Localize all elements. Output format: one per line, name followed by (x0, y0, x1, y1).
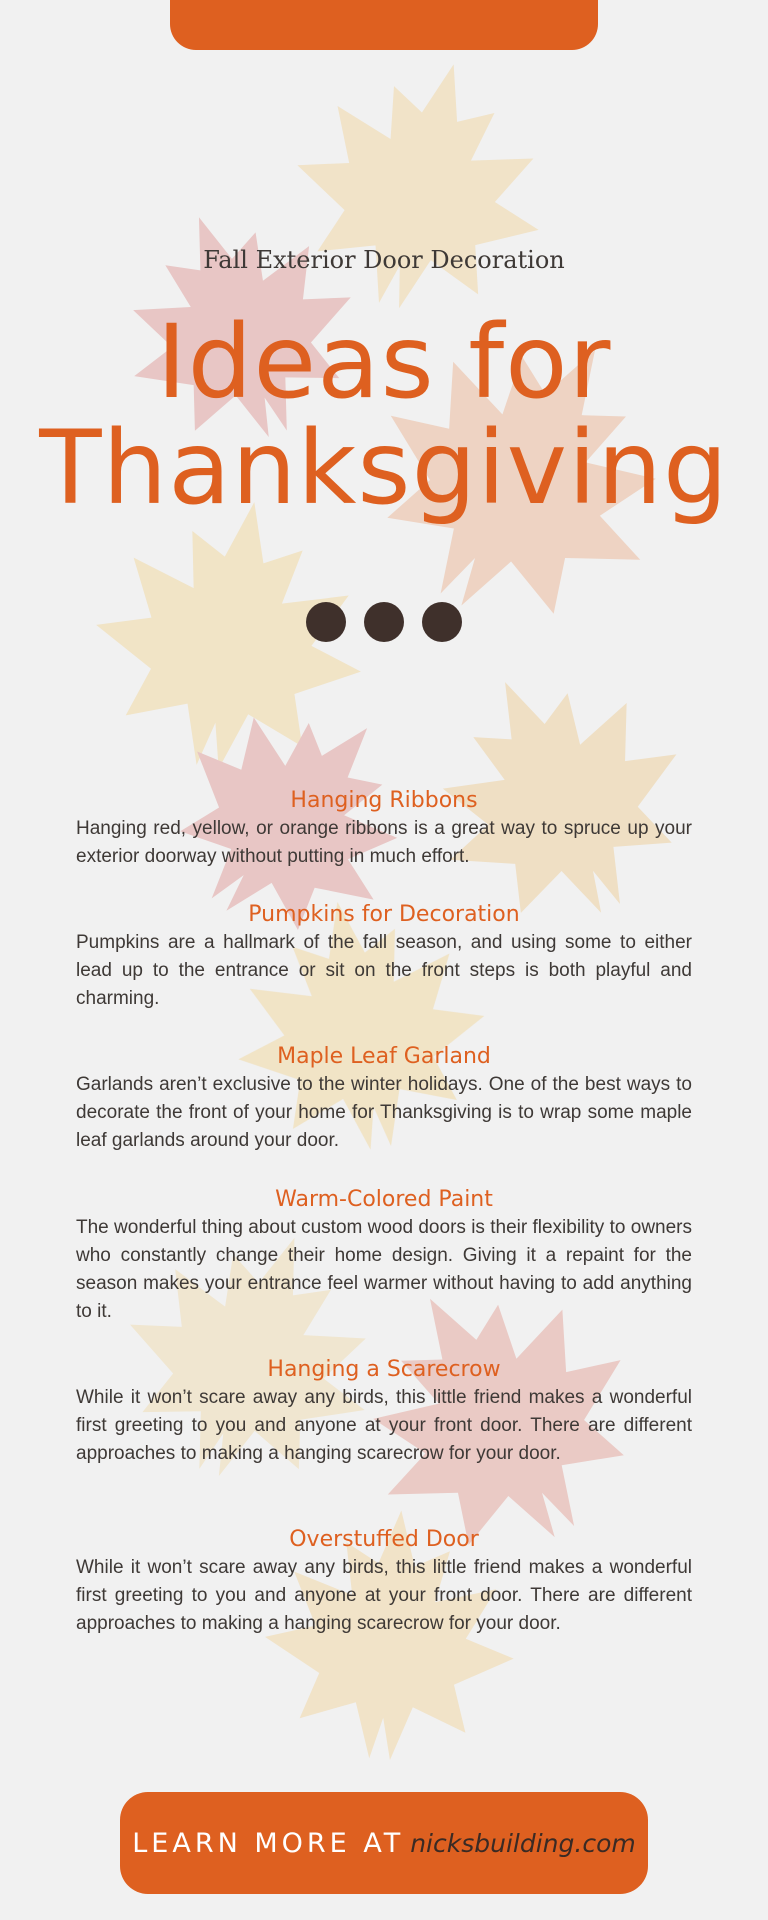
section-maple-leaf-garland (76, 1043, 692, 1155)
section-heading: Overstuffed Door (289, 1527, 479, 1552)
section-body: Garlands aren’t exclusive to the winter holidays. One of the best ways to decorate the front of your home for Thanksgiving is to wrap some maple leaf garlands around your door. (76, 1074, 692, 1151)
dot-icon (306, 602, 346, 642)
section-hanging-scarecrow (76, 1356, 692, 1468)
title-line-1: Ideas for (156, 303, 612, 422)
section-pumpkins (76, 901, 692, 1013)
cta-website-link[interactable]: nicksbuilding.com (410, 1828, 636, 1858)
section-warm-colored-paint (76, 1186, 692, 1326)
page-subtitle: Fall Exterior Door Decoration (203, 246, 565, 274)
section-hanging-ribbons (76, 787, 692, 871)
learn-more-button[interactable] (120, 1792, 648, 1894)
section-body: Pumpkins are a hallmark of the fall season, and using some to either lead up to the entrance or sit on the front steps is both playful and charming. (76, 932, 692, 1009)
section-heading: Hanging Ribbons (290, 788, 478, 813)
section-heading: Maple Leaf Garland (277, 1044, 491, 1069)
title-line-2: Thanksgiving (39, 409, 729, 528)
page-title (0, 303, 768, 528)
section-body: While it won’t scare away any birds, this little friend makes a wonderful first greeting to you and anyone at your front door. There are different approaches to making a hanging scarecrow for your door. (76, 1557, 692, 1634)
section-heading: Pumpkins for Decoration (248, 902, 520, 927)
top-banner-tab (170, 0, 598, 50)
section-body: The wonderful thing about custom wood doors is their flexibility to owners who constantly change their home design. Giving it a repaint for the season makes your entrance feel warmer without having to add anything to it. (76, 1217, 692, 1322)
dot-icon (364, 602, 404, 642)
dot-icon (422, 602, 462, 642)
section-body: While it won’t scare away any birds, this little friend makes a wonderful first greeting to you and anyone at your front door. There are different approaches to making a hanging scarecrow for your door. (76, 1387, 692, 1464)
section-overstuffed-door (76, 1526, 692, 1638)
section-heading: Warm-Colored Paint (275, 1187, 493, 1212)
section-heading: Hanging a Scarecrow (267, 1357, 501, 1382)
decorative-dots (0, 602, 768, 642)
section-body: Hanging red, yellow, or orange ribbons is a great way to spruce up your exterior doorway without putting in much effort. (76, 818, 692, 867)
cta-lead-text: LEARN MORE AT (132, 1827, 405, 1859)
maple-leaf-icon (268, 32, 574, 338)
